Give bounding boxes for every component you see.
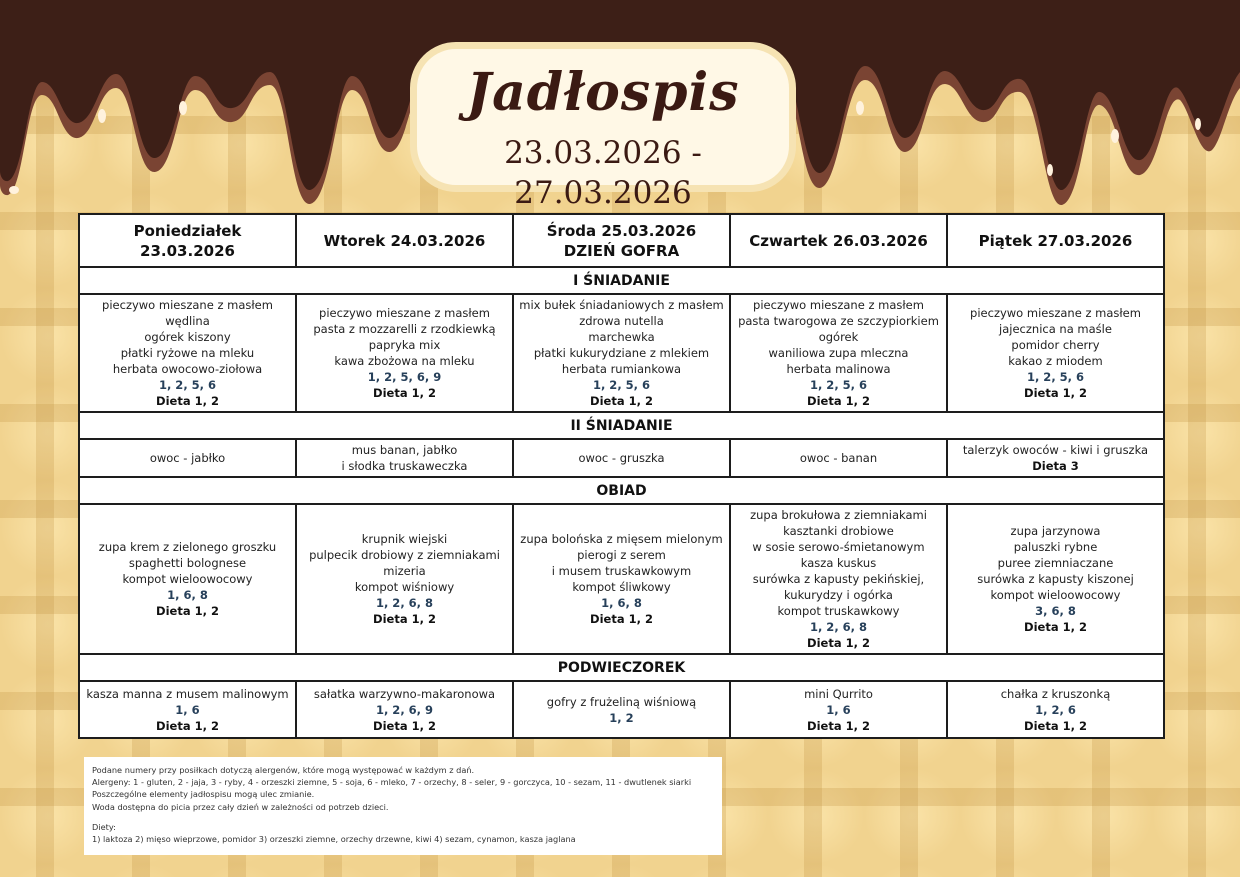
meal-row bbox=[79, 294, 1164, 412]
section-header-row bbox=[79, 267, 1164, 294]
meal-cell bbox=[79, 681, 296, 738]
meal-item: kompot śliwkowy bbox=[572, 580, 671, 594]
meal-item: kompot wieloowocowy bbox=[990, 588, 1121, 602]
meal-row bbox=[79, 504, 1164, 654]
meal-item: pieczywo mieszane z masłem bbox=[753, 298, 924, 312]
meal-item: pasta twarogowa ze szczypiorkiem bbox=[738, 314, 939, 328]
meal-item: chałka z kruszonką bbox=[1000, 686, 1111, 701]
allergen-codes: 1, 2, 5, 6 bbox=[158, 378, 217, 392]
meal-item: pieczywo mieszane z masłem bbox=[102, 298, 273, 312]
meal-cell bbox=[296, 681, 513, 738]
diet-label: Dieta 1, 2 bbox=[373, 612, 436, 626]
meal-item: zupa brokułowa z ziemniakami bbox=[750, 508, 927, 522]
day-header: Poniedziałek 23.03.2026 bbox=[79, 214, 296, 267]
meal-row bbox=[79, 681, 1164, 738]
notes-diets-label: Diety: bbox=[92, 821, 116, 832]
diet-label: Dieta 1, 2 bbox=[373, 718, 436, 733]
meal-item: papryka mix bbox=[368, 338, 441, 352]
meal-item: w sosie serowo-śmietanowym bbox=[752, 540, 925, 554]
meal-item: kasza kuskus bbox=[800, 556, 877, 570]
meal-item: zupa bolońska z mięsem mielonym bbox=[520, 532, 723, 546]
meal-item: i słodka truskaweczka bbox=[341, 459, 468, 473]
meal-item: herbata owocowo-ziołowa bbox=[112, 362, 263, 376]
meal-item: pieczywo mieszane z masłem bbox=[319, 306, 490, 320]
meal-item: surówka z kapusty pekińskiej, bbox=[752, 572, 925, 586]
meal-item: zupa jarzynowa bbox=[1010, 524, 1101, 538]
allergen-codes: 1, 2, 5, 6 bbox=[1026, 370, 1085, 384]
title-box bbox=[410, 42, 796, 211]
meal-row bbox=[79, 439, 1164, 477]
diet-label: Dieta 1, 2 bbox=[590, 612, 653, 626]
allergen-codes: 1, 2, 5, 6 bbox=[809, 378, 868, 392]
diet-label: Dieta 1, 2 bbox=[1024, 386, 1087, 400]
meal-cell bbox=[513, 294, 730, 412]
meal-item: herbata malinowa bbox=[786, 362, 891, 376]
meal-cell bbox=[947, 504, 1164, 654]
meal-item: kompot wiśniowy bbox=[354, 580, 455, 594]
meal-cell bbox=[296, 439, 513, 477]
diet-label: Dieta 1, 2 bbox=[807, 636, 870, 650]
meal-item: sałatka warzywno-makaronowa bbox=[313, 686, 496, 701]
menu-table bbox=[78, 213, 1165, 739]
meal-item: spaghetti bolognese bbox=[128, 556, 247, 570]
meal-cell bbox=[513, 504, 730, 654]
meal-item: herbata rumiankowa bbox=[561, 362, 682, 376]
day-header-row bbox=[79, 214, 1164, 267]
diet-label: Dieta 1, 2 bbox=[590, 394, 653, 408]
meal-item: paluszki rybne bbox=[1013, 540, 1098, 554]
section-header-row bbox=[79, 477, 1164, 504]
allergen-codes: 1, 2, 5, 6 bbox=[592, 378, 651, 392]
notes-water-info: Woda dostępna do picia przez cały dzień w zależności od potrzeb dzieci. bbox=[92, 801, 389, 812]
meal-item: surówka z kapusty kiszonej bbox=[977, 572, 1134, 586]
day-header: Środa 25.03.2026 DZIEŃ GOFRA bbox=[513, 214, 730, 267]
allergen-codes: 1, 2, 6, 8 bbox=[809, 620, 868, 634]
allergen-codes: 1, 2, 5, 6, 9 bbox=[367, 370, 442, 384]
meal-cell bbox=[296, 294, 513, 412]
section-label: OBIAD bbox=[79, 477, 1164, 504]
meal-item: marchewka bbox=[588, 330, 655, 344]
section-header-row bbox=[79, 654, 1164, 681]
diet-label: Dieta 1, 2 bbox=[1024, 718, 1087, 733]
day-header: Czwartek 26.03.2026 bbox=[730, 214, 947, 267]
meal-item: pierogi z serem bbox=[577, 548, 666, 562]
meal-item: ogórek bbox=[818, 330, 859, 344]
meal-cell bbox=[79, 504, 296, 654]
meal-item: płatki kukurydziane z mlekiem bbox=[533, 346, 710, 360]
meal-item: kompot truskawkowy bbox=[777, 604, 900, 618]
section-header-row bbox=[79, 412, 1164, 439]
allergen-codes: 1, 6, 8 bbox=[601, 596, 642, 610]
meal-item: kompot wieloowocowy bbox=[122, 572, 253, 586]
date-range: 23.03.2026 - 27.03.2026 bbox=[504, 135, 702, 211]
section-label: PODWIECZOREK bbox=[79, 654, 1164, 681]
notes-allergen-list: Alergeny: 1 - gluten, 2 - jaja, 3 - ryby, 4 - orzeszki ziemne, 5 - soja, 6 - mleko, 7 - orzechy, 8 - seler, 9 - gorczyca, 10 - sezam, 11 - dwutlenek siarki bbox=[92, 777, 692, 788]
notes-diets-list: 1) laktoza 2) mięso wieprzowe, pomidor 3) orzeszki ziemne, orzechy drzewne, kiwi 4) sezam, cynamon, kasza jaglana bbox=[92, 834, 576, 845]
meal-item: i musem truskawkowym bbox=[551, 564, 692, 578]
meal-item: pulpecik drobiowy z ziemniakami bbox=[309, 548, 500, 562]
meal-item: zdrowa nutella bbox=[579, 314, 664, 328]
meal-item: talerzyk owoców - kiwi i gruszka bbox=[962, 443, 1149, 457]
page-title: Jadłospis bbox=[466, 62, 740, 123]
meal-item: wędlina bbox=[165, 314, 210, 328]
meal-cell bbox=[730, 439, 947, 477]
diet-label: Dieta 1, 2 bbox=[156, 394, 219, 408]
diet-label: Dieta 1, 2 bbox=[373, 386, 436, 400]
meal-item: gofry z frużeliną wiśniową bbox=[546, 694, 697, 709]
allergen-codes: 1, 2, 6, 9 bbox=[375, 702, 434, 717]
allergen-codes: 1, 6 bbox=[826, 702, 851, 717]
meal-item: zupa krem z zielonego groszku bbox=[98, 540, 277, 554]
meal-cell bbox=[730, 681, 947, 738]
section-label: I ŚNIADANIE bbox=[79, 267, 1164, 294]
meal-item: kasztanki drobiowe bbox=[783, 524, 894, 538]
meal-item: mizeria bbox=[383, 564, 426, 578]
meal-cell bbox=[730, 504, 947, 654]
meal-cell bbox=[947, 681, 1164, 738]
allergen-codes: 1, 2 bbox=[609, 710, 634, 725]
meal-cell bbox=[513, 439, 730, 477]
meal-item: ogórek kiszony bbox=[144, 330, 231, 344]
allergen-codes: 1, 6 bbox=[175, 702, 200, 717]
meal-item: owoc - banan bbox=[799, 451, 878, 465]
meal-item: kukurydzy i ogórka bbox=[784, 588, 893, 602]
diet-label: Dieta 3 bbox=[1032, 459, 1079, 473]
day-header: Piątek 27.03.2026 bbox=[947, 214, 1164, 267]
meal-item: pomidor cherry bbox=[1011, 338, 1100, 352]
diet-label: Dieta 1, 2 bbox=[1024, 620, 1087, 634]
allergen-codes: 1, 6, 8 bbox=[167, 588, 208, 602]
meal-item: pieczywo mieszane z masłem bbox=[970, 306, 1141, 320]
meal-cell bbox=[79, 294, 296, 412]
meal-item: kasza manna z musem malinowym bbox=[86, 686, 289, 701]
meal-item: mini Qurrito bbox=[804, 686, 873, 701]
meal-cell bbox=[947, 439, 1164, 477]
meal-cell bbox=[730, 294, 947, 412]
meal-item: płatki ryżowe na mleku bbox=[120, 346, 255, 360]
allergen-codes: 3, 6, 8 bbox=[1035, 604, 1076, 618]
diet-label: Dieta 1, 2 bbox=[156, 604, 219, 618]
meal-item: kakao z miodem bbox=[1008, 354, 1103, 368]
meal-item: kawa zbożowa na mleku bbox=[334, 354, 475, 368]
section-label: II ŚNIADANIE bbox=[79, 412, 1164, 439]
meal-item: mix bułek śniadaniowych z masłem bbox=[519, 298, 724, 312]
diet-label: Dieta 1, 2 bbox=[807, 394, 870, 408]
meal-item: owoc - jabłko bbox=[149, 451, 226, 465]
meal-cell bbox=[79, 439, 296, 477]
meal-cell bbox=[513, 681, 730, 738]
meal-cell bbox=[947, 294, 1164, 412]
meal-item: waniliowa zupa mleczna bbox=[768, 346, 909, 360]
day-header: Wtorek 24.03.2026 bbox=[296, 214, 513, 267]
allergen-codes: 1, 2, 6, 8 bbox=[375, 596, 434, 610]
meal-item: mus banan, jabłko bbox=[351, 443, 458, 457]
notes-box bbox=[84, 757, 722, 855]
notes-allergen-info: Podane numery przy posiłkach dotyczą alergenów, które mogą występować w każdym z dań. bbox=[92, 765, 475, 775]
meal-cell bbox=[296, 504, 513, 654]
meal-item: krupnik wiejski bbox=[361, 532, 448, 546]
allergen-codes: 1, 2, 6 bbox=[1035, 702, 1076, 717]
diet-label: Dieta 1, 2 bbox=[807, 718, 870, 733]
meal-item: jajecznica na maśle bbox=[999, 322, 1112, 336]
meal-item: pasta z mozzarelli z rzodkiewką bbox=[313, 322, 496, 336]
meal-item: puree ziemniaczane bbox=[997, 556, 1114, 570]
diet-label: Dieta 1, 2 bbox=[156, 718, 219, 733]
meal-item: owoc - gruszka bbox=[578, 451, 665, 465]
notes-change-info: Poszczególne elementy jadłospisu mogą ulec zmianie. bbox=[92, 789, 315, 800]
